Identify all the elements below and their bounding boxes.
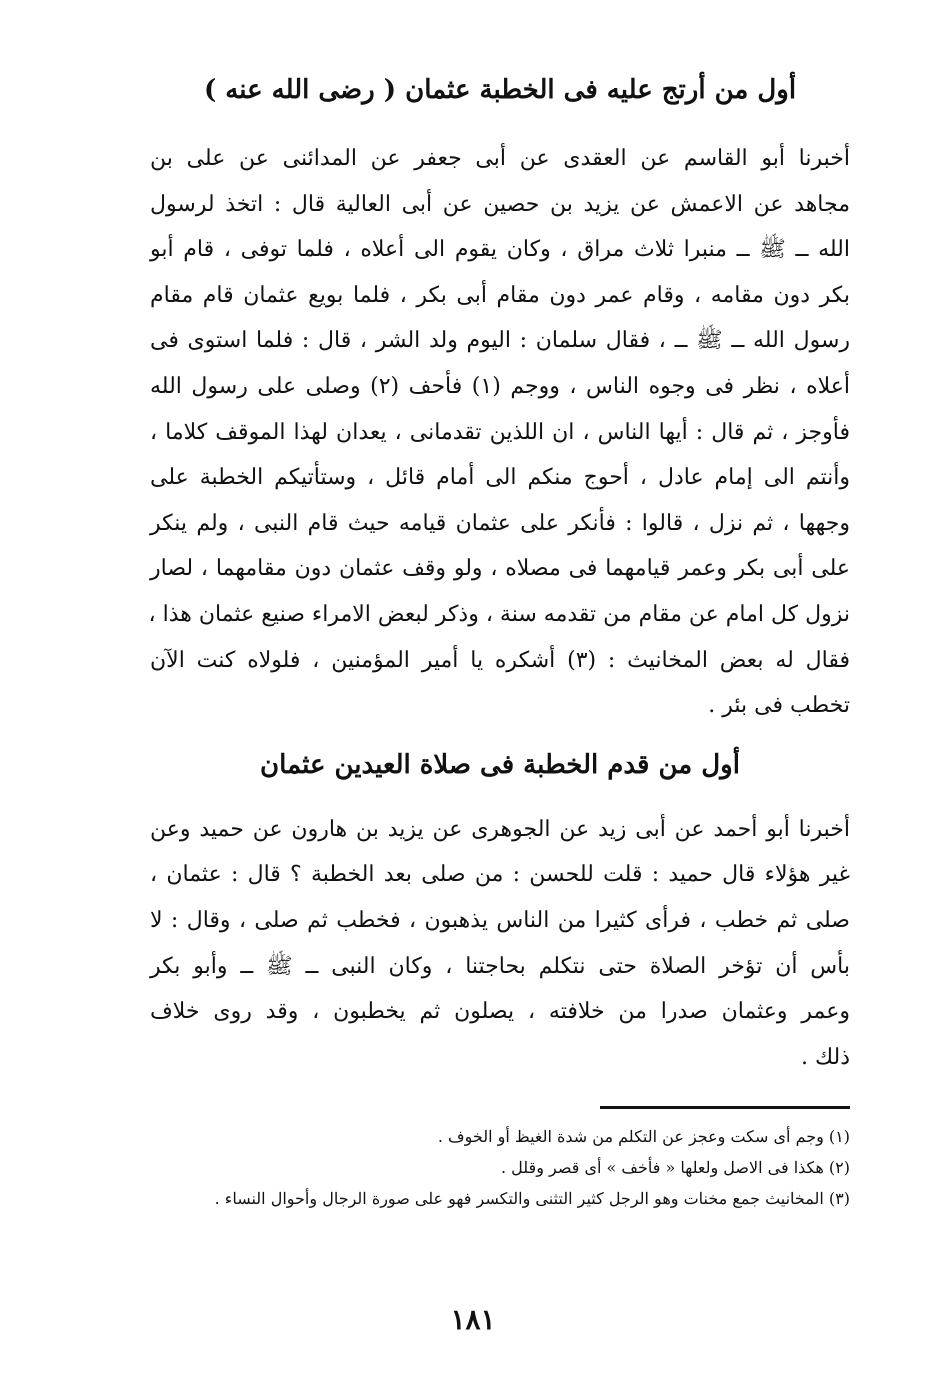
text-line: وجهها ، ثم نزل ، قالوا : فأنكر على عثمان قيامه حيث قام النبى ، ولم ينكر [150, 510, 850, 536]
text-line: مجاهد عن الاعمش عن يزيد بن حصين عن أبى العالية قال : اتخذ لرسول [150, 191, 850, 217]
book-page [150, 70, 850, 1214]
body-paragraph-1 [150, 136, 850, 729]
text-line: رسول الله ــ ﷺ ــ ، فقال سلمان : اليوم ولد الشر ، قال : فلما استوى فى [150, 328, 850, 354]
text-line: أخبرنا أبو القاسم عن العقدى عن أبى جعفر عن المدائنى عن على بن [150, 146, 850, 171]
text-line: غير هؤلاء قال حميد : قلت للحسن : من صلى بعد الخطبة ؟ قال : عثمان ، [150, 862, 850, 888]
text-line: نزول كل امام عن مقام من تقدمه سنة ، وذكر لبعض الامراء صنيع عثمان هذا ، [148, 601, 850, 627]
footnote-3: (٣) المخانيث جمع مخنات وهو الرجل كثير التثنى والتكسر فهو على صورة الرجال وأحوال النساء . [214, 1189, 850, 1209]
text-line: تخطب فى بئر . [708, 693, 850, 719]
text-line: وعمر وعثمان صدرا من خلافته ، يصلون ثم يخطبون ، وقد روى خلاف [150, 999, 850, 1025]
text-line: فقال له بعض المخانيث : (٣) أشكره يا أمير المؤمنين ، فلولاه كنت الآن [150, 647, 850, 673]
text-line: أخبرنا أبو أحمد عن أبى زيد عن الجوهرى عن يزيد بن هارون عن حميد وعن [150, 816, 850, 842]
text-line: بكر دون مقامه ، وقام عمر دون مقام أبى بكر ، فلما بويع عثمان قام مقام [150, 282, 850, 308]
text-line: أعلاه ، نظر فى وجوه الناس ، ووجم (١) فأحف (٢) وصلى على رسول الله [150, 373, 850, 399]
page-number: ١٨١ [450, 1303, 496, 1336]
text-line: صلى ثم خطب ، فرأى كثيرا من الناس يذهبون ، فخطب ثم صلى ، وقال : لا [150, 907, 850, 933]
text-line: وأنتم الى إمام عادل ، أحوج منكم الى أمام قائل ، وستأتيكم الخطبة على [150, 465, 850, 491]
footnote-2: (٢) هكذا فى الاصل ولعلها « فأخف » أى قصر وقلل . [500, 1158, 850, 1178]
section-heading-1: أول من أرتج عليه فى الخطبة عثمان ( رضى الله عنه ) [203, 75, 797, 105]
text-line: بأس أن تؤخر الصلاة حتى نتكلم بحاجتنا ، وكان النبى ــ ﷺ ــ وأبو بكر [150, 953, 850, 979]
section-heading-2: أول من قدم الخطبة فى صلاة العيدين عثمان [260, 749, 740, 780]
footnotes [150, 1121, 850, 1214]
text-line: على أبى بكر وعمر قيامهما فى مصلاه ، ولو وقف عثمان دون مقامهما ، لصار [150, 556, 850, 582]
text-line: فأوجز ، ثم قال : أيها الناس ، ان اللذين تقدمانى ، يعدان لهذا الموقف كلاما ، [150, 419, 850, 445]
body-paragraph-2 [150, 807, 850, 1081]
text-line: ذلك . [800, 1044, 850, 1070]
text-line: الله ــ ﷺ ــ منبرا ثلاث مراق ، وكان يقوم الى أعلاه ، فلما توفى ، قام أبو [150, 237, 850, 263]
footnote-1: (١) وجم أى سكت وعجز عن التكلم من شدة الغيظ أو الخوف . [437, 1127, 850, 1147]
footnote-divider [600, 1106, 850, 1109]
